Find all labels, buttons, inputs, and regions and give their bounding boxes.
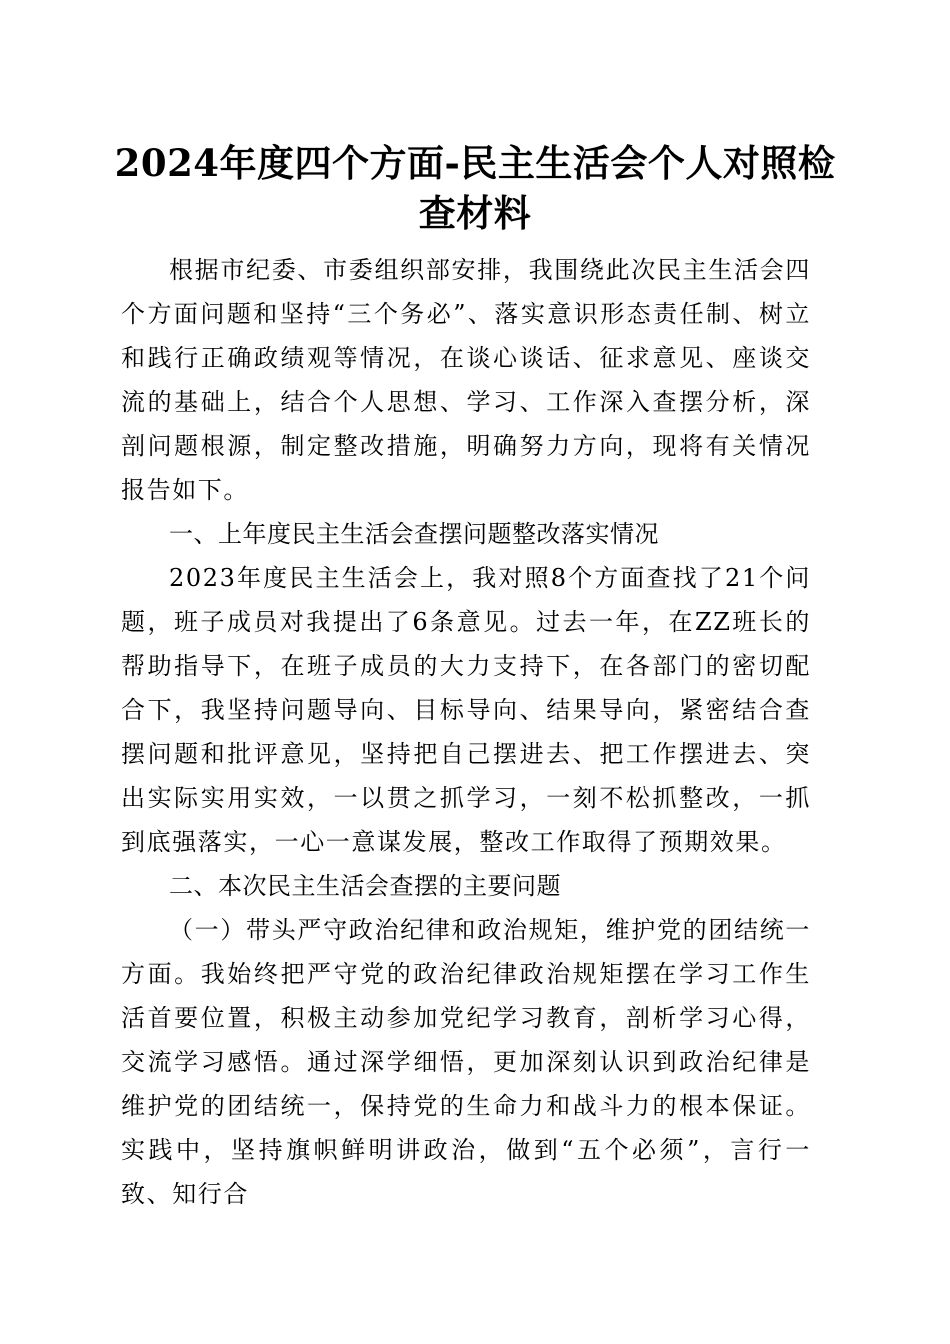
intro-paragraph: 根据市纪委、市委组织部安排，我围绕此次民主生活会四个方面问题和坚持“三个务必”、落实意识形态责任制、树立和践行正确政绩观等情况，在谈心谈话、征求意见、座谈交流的基础上，结合个人思想、学习、工作深入查摆分析，深剖问题根源，制定整改措施，明确努力方向，现将有关情况报告如下。: [121, 256, 811, 504]
section-1-paragraph: 2023年度民主生活会上，我对照8个方面查找了21个问题，班子成员对我提出了6条意见。过去一年，在ZZ班长的帮助指导下，在班子成员的大力支持下，在各部门的密切配合下，我坚持问题导向、目标导向、结果导向，紧密结合查摆问题和批评意见，坚持把自己摆进去、把工作摆进去、突出实际实用实效，一以贯之抓学习，一刻不松抓整改，一抓到底强落实，一心一意谋发展，整改工作取得了预期效果。: [121, 564, 811, 856]
section-2-paragraph: （一）带头严守政治纪律和政治规矩，维护党的团结统一方面。我始终把严守党的政治纪律政治规矩摆在学习工作生活首要位置，积极主动参加党纪学习教育，剖析学习心得，交流学习感悟。通过深学细悟，更加深刻认识到政治纪律是维护党的团结统一，保持党的生命力和战斗力的根本保证。实践中，坚持旗帜鲜明讲政治，做到“五个必须”，言行一致、知行合: [121, 916, 811, 1208]
section-heading-1: 一、上年度民主生活会查摆问题整改落实情况: [169, 520, 659, 548]
document-title: 2024年度四个方面-民主生活会个人对照检查材料: [114, 141, 836, 235]
section-heading-2: 二、本次民主生活会查摆的主要问题: [169, 872, 561, 900]
document-body: [121, 248, 811, 1216]
